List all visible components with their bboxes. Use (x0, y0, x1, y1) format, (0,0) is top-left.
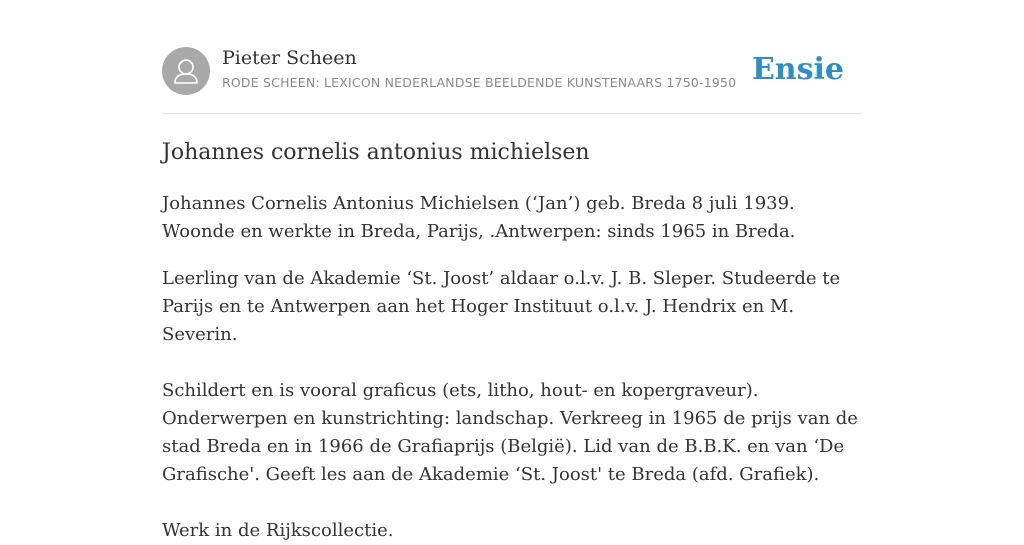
article (162, 138, 862, 545)
article-paragraph: Johannes Cornelis Antonius Michielsen (‘Jan’) geb. Breda 8 juli 1939. Woonde en werkte in Breda, Parijs, .Antwerpen: sinds 1965 in Breda. (162, 193, 796, 242)
header (162, 46, 862, 96)
article-title: Johannes cornelis antonius michielsen (162, 140, 590, 165)
ensie-logo-link[interactable]: Ensie (751, 52, 844, 87)
source-link[interactable]: RODE SCHEEN: LEXICON NEDERLANDSE BEELDENDE KUNSTENAARS 1750-1950 (222, 75, 737, 90)
author-name-link[interactable]: Pieter Scheen (222, 47, 357, 69)
article-paragraph: Schildert en is vooral graficus (ets, litho, hout- en kopergraveur). Onderwerpen en kunstrichting: landschap. Verkreeg in 1965 de prijs van de stad Breda en in 1966 de Grafiaprijs (België). Lid van de B.B.K. en van ‘De Grafische'. Geeft les aan de Akademie ‘St. Joost' te Breda (afd. Grafiek). (162, 380, 858, 485)
article-body (162, 190, 862, 545)
user-avatar-icon[interactable] (162, 47, 210, 95)
article-paragraph: Werk in de Rijkscollectie. (162, 520, 394, 541)
article-paragraph: Leerling van de Akademie ‘St. Joost’ aldaar o.l.v. J. B. Sleper. Studeerde te Parijs en te Antwerpen aan het Hoger Instituut o.l.v. J. Hendrix en M. Severin. (162, 268, 841, 345)
header-divider (162, 113, 862, 114)
